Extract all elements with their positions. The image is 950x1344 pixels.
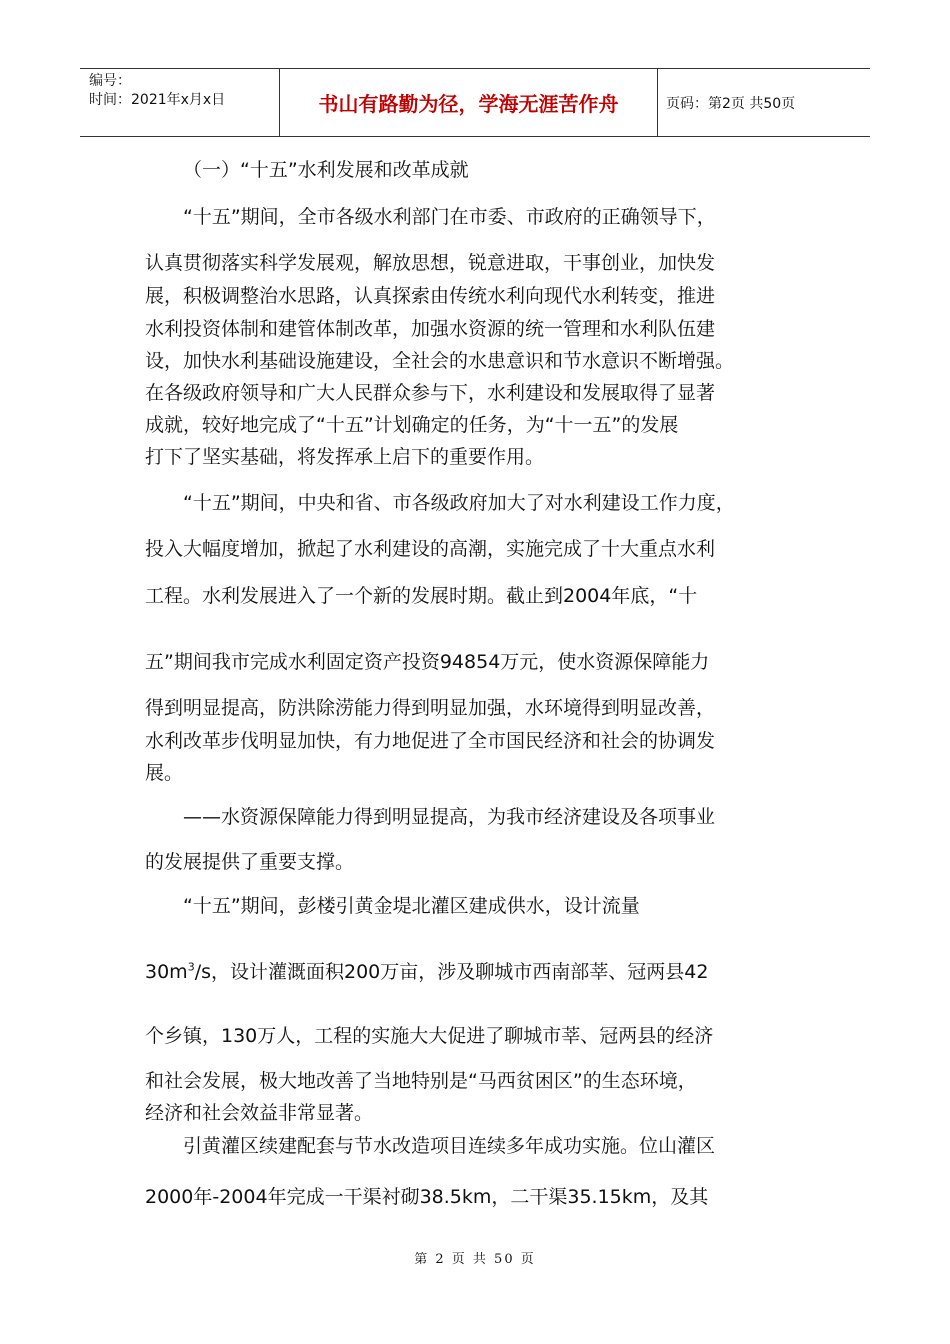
text-line: 展，积极调整治水思路，认真探索由传统水利向现代水利转变，推进: [145, 285, 716, 307]
text-line: 经济和社会效益非常显著。: [145, 1102, 374, 1124]
flow-unit-superscript: 3: [187, 960, 195, 974]
text-line: [145, 959, 708, 985]
header-page-number: 页码：第2页 共50页: [666, 95, 796, 112]
text-line: 成就，较好地完成了“十五”计划确定的任务，为“十一五”的发展: [145, 414, 679, 436]
time-label: 时间：2021年x月x日: [89, 92, 226, 108]
text-line: 水利改革步伐明显加快，有力地促进了全市国民经济和社会的协调发: [145, 730, 716, 752]
text-line: 展。: [145, 762, 184, 784]
text-line: 五”期间我市完成水利固定资产投资94854万元，使水资源保障能力: [145, 651, 710, 673]
text-line: 投入大幅度增加，掀起了水利建设的高潮，实施完成了十大重点水利: [145, 538, 716, 560]
text-line: “十五”期间，中央和省、市各级政府加大了对水利建设工作力度，: [183, 492, 735, 514]
number-label: 编号：: [89, 73, 131, 89]
text-line: 工程。水利发展进入了一个新的发展时期。截止到2004年底，“十: [145, 585, 698, 607]
text-line: 的发展提供了重要支撑。: [145, 851, 355, 873]
text-line: 打下了坚实基础，将发挥承上启下的重要作用。: [145, 446, 545, 468]
page-footer: 第 2 页 共 50 页: [414, 1252, 536, 1267]
text-line: 水利投资体制和建管体制改革，加强水资源的统一管理和水利队伍建: [145, 318, 716, 340]
header-motto: 书山有路勤为径，学海无涯苦作舟: [280, 69, 658, 136]
text-line: 得到明显提高，防洪除涝能力得到明显加强，水环境得到明显改善，: [145, 697, 716, 719]
flow-unit-base: 30m: [145, 961, 188, 983]
text-line: ——水资源保障能力得到明显提高，为我市经济建设及各项事业: [183, 806, 716, 828]
page-header: [80, 68, 870, 137]
flow-unit-rest: /s，设计灌溉面积200万亩，涉及聊城市西南部莘、冠两县42: [194, 961, 709, 983]
section-heading: （一）“十五”水利发展和改革成就: [183, 159, 469, 181]
text-line: “十五”期间，全市各级水利部门在市委、市政府的正确领导下，: [183, 206, 716, 228]
header-info: [80, 69, 280, 136]
text-line: 个乡镇，130万人，工程的实施大大促进了聊城市莘、冠两县的经济: [145, 1025, 714, 1047]
text-line: 和社会发展，极大地改善了当地特别是“马西贫困区”的生态环境，: [145, 1070, 697, 1092]
text-line: 设，加快水利基础设施建设，全社会的水患意识和节水意识不断增强。: [145, 350, 735, 372]
text-line: 引黄灌区续建配套与节水改造项目连续多年成功实施。位山灌区: [183, 1135, 716, 1157]
text-line: “十五”期间，彭楼引黄金堤北灌区建成供水，设计流量: [183, 895, 640, 917]
text-line: 在各级政府领导和广大人民群众参与下，水利建设和发展取得了显著: [145, 382, 716, 404]
text-line: 2000年-2004年完成一干渠衬砌38.5km，二干渠35.15km，及其: [145, 1186, 709, 1208]
text-line: 认真贯彻落实科学发展观，解放思想，锐意进取，干事创业，加快发: [145, 252, 716, 274]
